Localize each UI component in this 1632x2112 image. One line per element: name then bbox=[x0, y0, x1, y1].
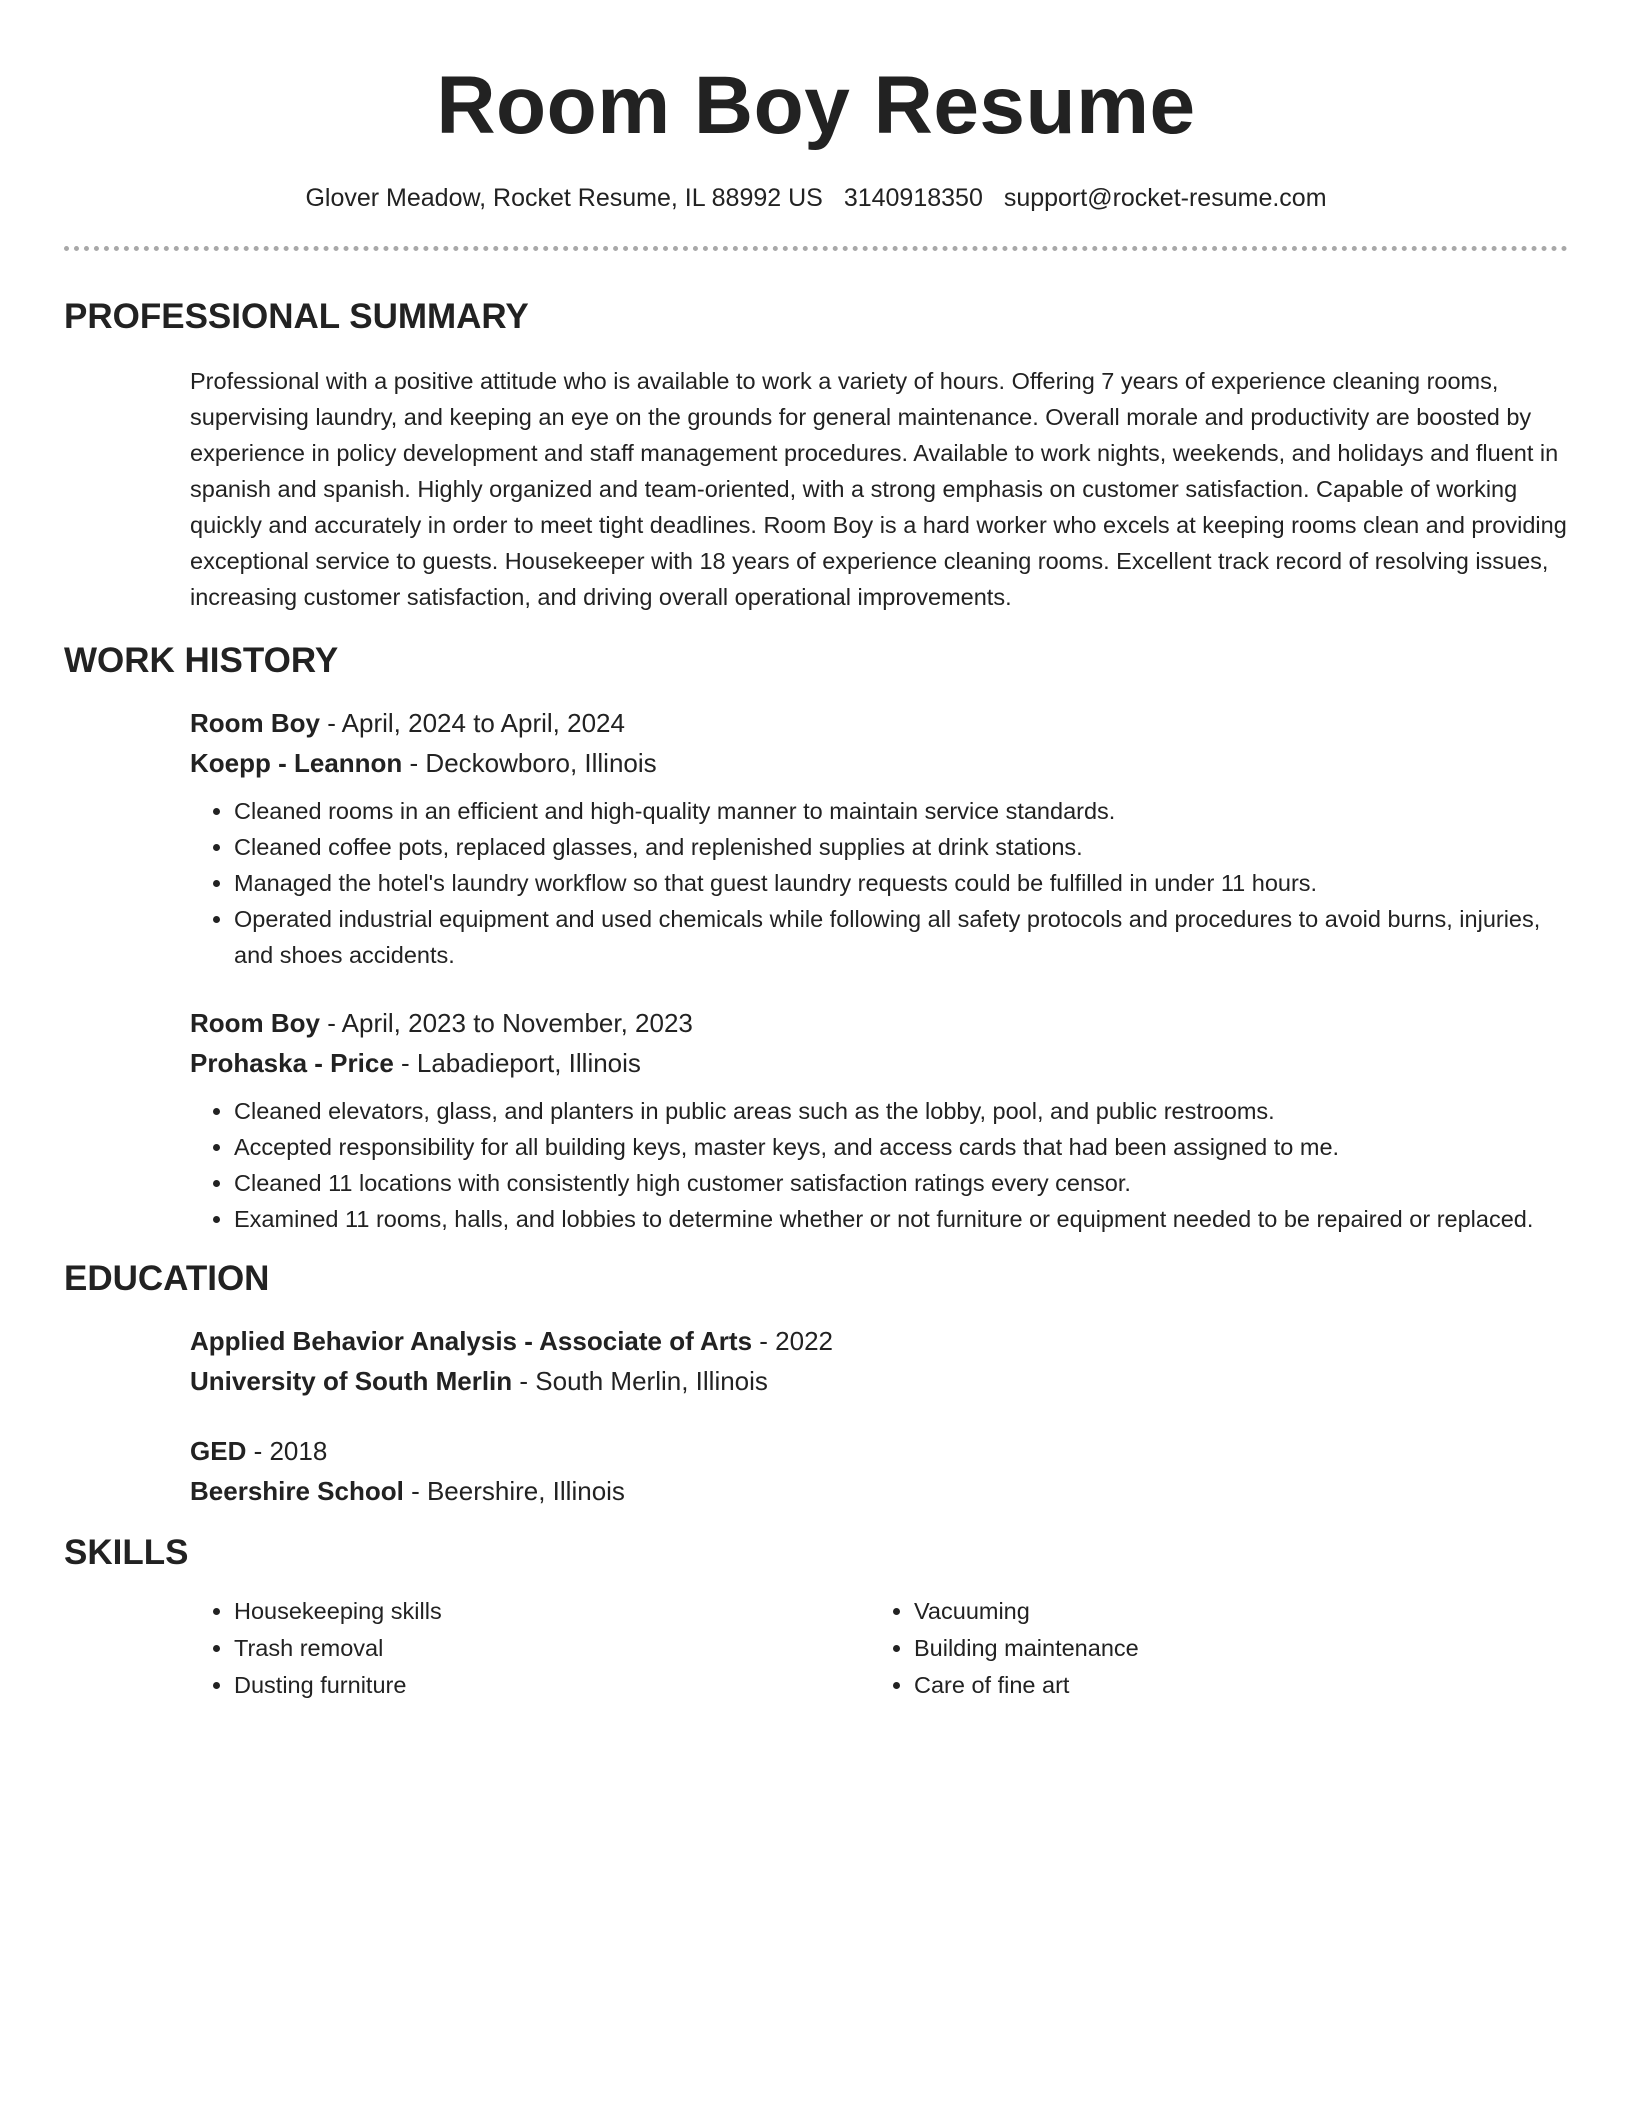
job-title: Room Boy bbox=[190, 708, 320, 738]
school-name: University of South Merlin bbox=[190, 1366, 513, 1396]
contact-address: Glover Meadow, Rocket Resume, IL 88992 US bbox=[305, 184, 823, 212]
list-item: • Trash removal bbox=[234, 1630, 870, 1667]
education-heading: EDUCATION bbox=[64, 1259, 270, 1298]
school-name: Beershire School bbox=[190, 1476, 404, 1506]
summary-heading: PROFESSIONAL SUMMARY bbox=[64, 297, 529, 336]
job-company: Prohaska - Price bbox=[190, 1048, 394, 1078]
degree-year: - 2022 bbox=[752, 1326, 833, 1356]
list-item: • Cleaned 11 locations with consistently high customer satisfaction ratings every censor. bbox=[234, 1165, 1568, 1201]
school-line bbox=[190, 1361, 1568, 1401]
list-item: • Housekeeping skills bbox=[234, 1593, 870, 1630]
list-item: • Dusting furniture bbox=[234, 1667, 870, 1704]
job-dates: - April, 2024 to April, 2024 bbox=[320, 708, 625, 738]
skills-column-left bbox=[190, 1593, 870, 1704]
list-item: • Cleaned coffee pots, replaced glasses, and replenished supplies at drink stations. bbox=[234, 829, 1568, 865]
education-entry bbox=[64, 1431, 1568, 1511]
job-entry bbox=[64, 1003, 1568, 1237]
list-item: • Cleaned elevators, glass, and planters in public areas such as the lobby, pool, and public restrooms. bbox=[234, 1093, 1568, 1129]
summary-text: Professional with a positive attitude who is available to work a variety of hours. Offering 7 years of experience cleaning rooms, supervising laundry, and keeping an eye on the grounds for general maintenance. Overall morale and productivity are boosted by experience in policy development and staff management procedures. Available to work nights, weekends, and holidays and fluent in spanish and spanish. Highly organized and team-oriented, with a strong emphasis on customer satisfaction. Capable of working quickly and accurately in order to meet tight deadlines. Room Boy is a hard worker who excels at keeping rooms clean and providing exceptional service to guests. Housekeeper with 18 years of experience cleaning rooms. Excellent track record of resolving issues, increasing customer satisfaction, and driving overall operational improvements. bbox=[190, 368, 1567, 610]
contact-phone: 3140918350 bbox=[843, 184, 983, 212]
degree-name: Applied Behavior Analysis - Associate of Arts bbox=[190, 1326, 753, 1356]
list-item: • Care of fine art bbox=[914, 1667, 1550, 1704]
list-item: • Accepted responsibility for all building keys, master keys, and access cards that had been assigned to me. bbox=[234, 1129, 1568, 1165]
resume-title: Room Boy Resume bbox=[436, 60, 1196, 151]
job-bullet-list bbox=[190, 1093, 1568, 1237]
skills-list bbox=[190, 1593, 870, 1704]
job-company: Koepp - Leannon bbox=[190, 748, 403, 778]
school-location: - Beershire, Illinois bbox=[403, 1476, 625, 1506]
degree-name: GED bbox=[190, 1436, 247, 1466]
job-location: - Labadieport, Illinois bbox=[393, 1048, 641, 1078]
degree-line bbox=[190, 1321, 1568, 1361]
degree-line bbox=[190, 1431, 1568, 1471]
job-bullet-list bbox=[190, 793, 1568, 973]
list-item: • Vacuuming bbox=[914, 1593, 1550, 1630]
job-title-line bbox=[190, 1003, 1568, 1043]
degree-year: - 2018 bbox=[246, 1436, 328, 1466]
contact-email: support@rocket-resume.com bbox=[1003, 184, 1327, 212]
list-item: • Managed the hotel's laundry workflow so that guest laundry requests could be fulfilled in under 11 hours. bbox=[234, 865, 1568, 901]
school-location: - South Merlin, Illinois bbox=[512, 1366, 768, 1396]
job-title-line bbox=[190, 703, 1568, 743]
header-divider bbox=[64, 246, 1568, 251]
work-history-heading: WORK HISTORY bbox=[64, 641, 339, 680]
contact-line bbox=[64, 182, 1568, 214]
skills-column-right bbox=[870, 1593, 1550, 1704]
skills-list bbox=[870, 1593, 1550, 1704]
list-item: • Examined 11 rooms, halls, and lobbies to determine whether or not furniture or equipment needed to be repaired or replaced. bbox=[234, 1201, 1568, 1237]
education-entry bbox=[64, 1321, 1568, 1401]
skills-heading: SKILLS bbox=[64, 1533, 189, 1572]
job-company-line bbox=[190, 1043, 1568, 1083]
job-company-line bbox=[190, 743, 1568, 783]
list-item: • Operated industrial equipment and used chemicals while following all safety protocols and procedures to avoid burns, injuries, and shoes accidents. bbox=[234, 901, 1568, 973]
school-line bbox=[190, 1471, 1568, 1511]
list-item: • Cleaned rooms in an efficient and high-quality manner to maintain service standards. bbox=[234, 793, 1568, 829]
job-dates: - April, 2023 to November, 2023 bbox=[320, 1008, 693, 1038]
skills-grid bbox=[190, 1593, 1568, 1704]
job-location: - Deckowboro, Illinois bbox=[402, 748, 657, 778]
job-title: Room Boy bbox=[190, 1008, 320, 1038]
list-item: • Building maintenance bbox=[914, 1630, 1550, 1667]
job-entry bbox=[64, 703, 1568, 973]
